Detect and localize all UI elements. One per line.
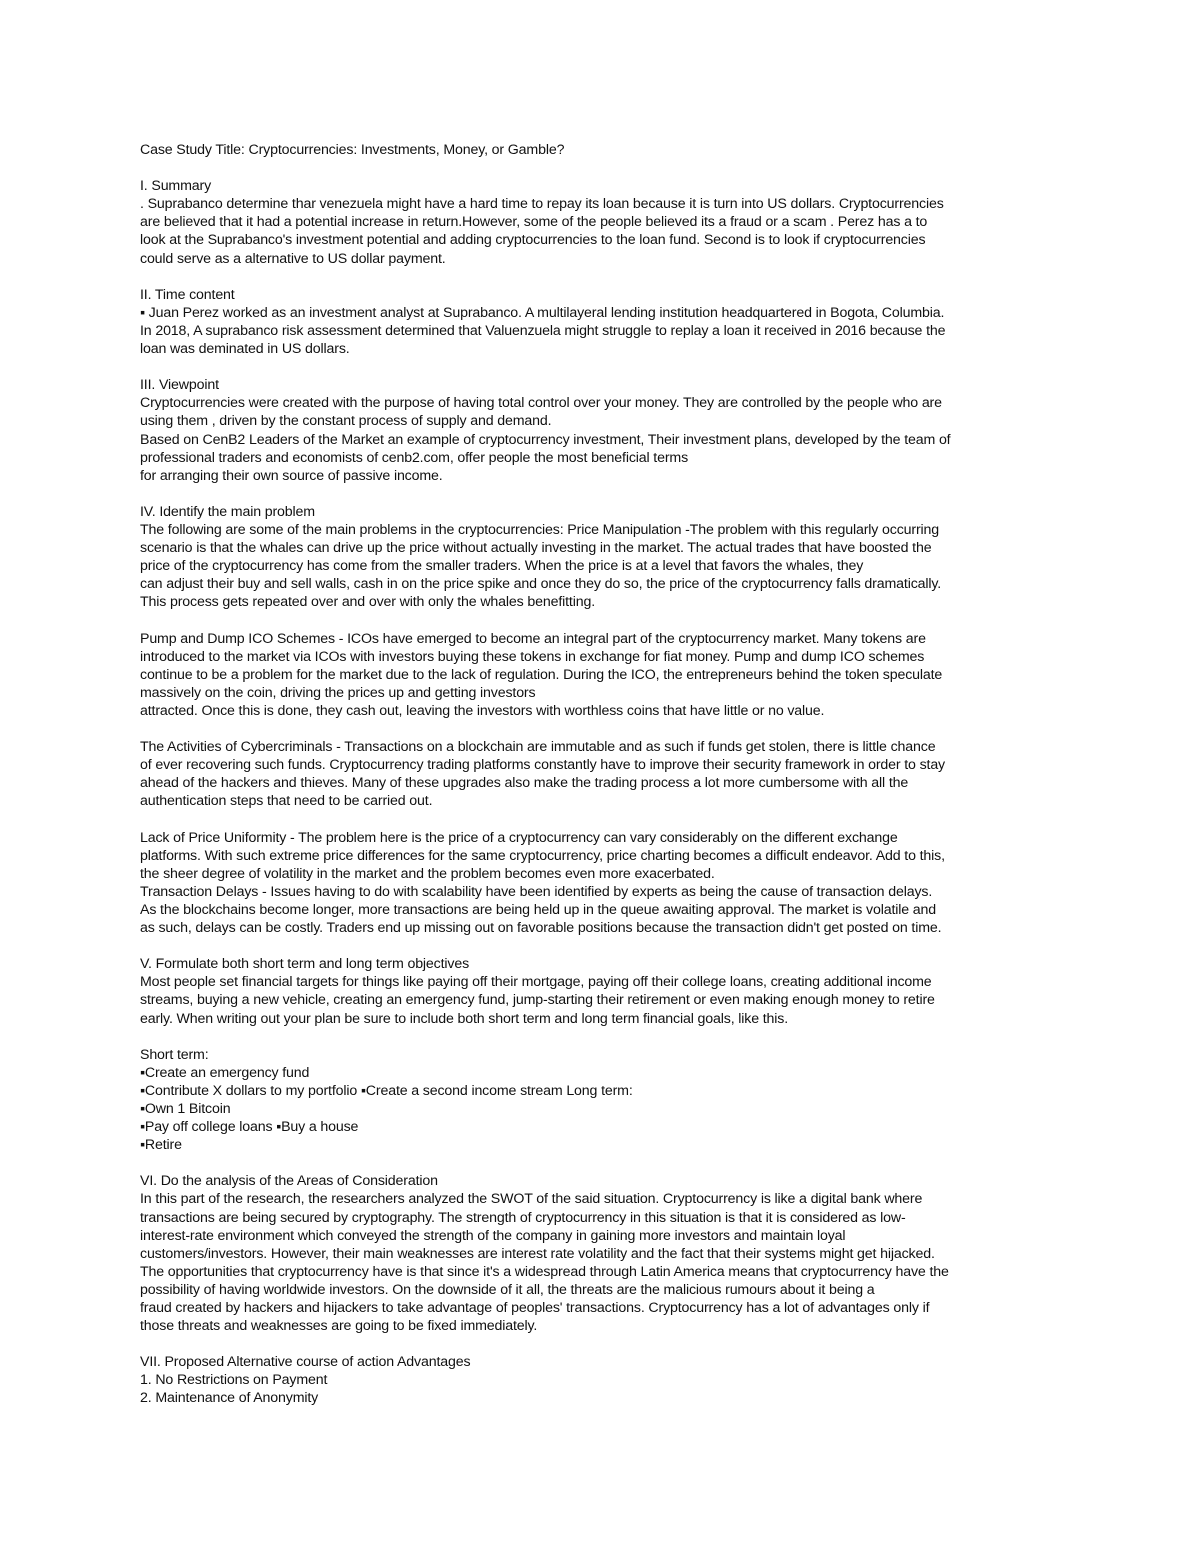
goals-list-item: ▪Own 1 Bitcoin xyxy=(140,1100,231,1117)
analysis-line: The opportunities that cryptocurrency have is that since it's a widespread through Latin America means that cryptocurrency have the xyxy=(140,1263,949,1280)
time-content-line: In 2018, A suprabanco risk assessment determined that Valuenzuela might struggle to replay a loan it received in 2016 because the xyxy=(140,322,946,339)
problem-line: the sheer degree of volatility in the market and the problem becomes even more exacerbated. xyxy=(140,865,715,882)
time-content-line: loan was deminated in US dollars. xyxy=(140,341,350,358)
problem-line: Lack of Price Uniformity - The problem here is the price of a cryptocurrency can vary considerably on the different exchange xyxy=(140,829,898,846)
section-heading-summary: I. Summary xyxy=(140,178,212,195)
problem-line: of ever recovering such funds. Cryptocurrency trading platforms constantly have to improve their security framework in order to stay xyxy=(140,757,946,774)
analysis-line: customers/investors. However, their main weaknesses are interest rate volatility and the fact that their systems might get hijacked. xyxy=(140,1245,935,1262)
section-heading-objectives: V. Formulate both short term and long term objectives xyxy=(140,956,470,973)
advantage-item: 2. Maintenance of Anonymity xyxy=(140,1390,319,1407)
objectives-line: Most people set financial targets for things like paying off their mortgage, paying off their college loans, creating additional income xyxy=(140,974,932,991)
viewpoint-line: Based on CenB2 Leaders of the Market an example of cryptocurrency investment, Their investment plans, developed by the team of xyxy=(140,431,951,448)
problem-line: Transaction Delays - Issues having to do with scalability have been identified by experts as being the cause of transaction delays. xyxy=(140,883,933,900)
problem-line: massively on the coin, driving the prices up and getting investors xyxy=(140,684,536,701)
problem-line: continue to be a problem for the market due to the lack of regulation. During the ICO, the entrepreneurs behind the token speculate xyxy=(140,666,943,683)
analysis-line: fraud created by hackers and hijackers to take advantage of peoples' transactions. Cryptocurrency has a lot of advantages only if xyxy=(140,1300,930,1316)
objectives-line: streams, buying a new vehicle, creating an emergency fund, jump-starting their retirement or even making enough money to retire xyxy=(140,992,935,1009)
advantage-item: 1. No Restrictions on Payment xyxy=(140,1372,328,1389)
analysis-line: In this part of the research, the researchers analyzed the SWOT of the said situation. Cryptocurrency is like a digital bank where xyxy=(140,1191,923,1208)
viewpoint-line: for arranging their own source of passive income. xyxy=(140,467,443,484)
summary-line: look at the Suprabanco's investment potential and adding cryptocurrencies to the loan fund. Second is to look if cryptocurrencies xyxy=(140,232,926,249)
problem-line: scenario is that the whales can drive up the price without actually investing in the market. The actual trades that have boosted the xyxy=(140,540,932,557)
problem-line: The following are some of the main problems in the cryptocurrencies: Price Manipulation -The problem with this regularly occurring xyxy=(140,521,940,538)
problem-line: authentication steps that need to be carried out. xyxy=(140,793,433,810)
goals-list-item: ▪Pay off college loans ▪Buy a house xyxy=(140,1119,359,1136)
section-heading-main-problem: IV. Identify the main problem xyxy=(140,503,315,520)
goals-list-item: ▪Contribute X dollars to my portfolio ▪Create a second income stream Long term: xyxy=(140,1082,633,1099)
document-body xyxy=(140,141,1065,1408)
viewpoint-line: Cryptocurrencies were created with the purpose of having total control over your money. They are controlled by the people who are xyxy=(140,395,942,412)
problem-line: ahead of the hackers and thieves. Many of these upgrades also make the trading process a lot more cumbersome with all the xyxy=(140,775,909,792)
goals-list-item: ▪Create an emergency fund xyxy=(140,1064,310,1081)
time-content-line: ▪ Juan Perez worked as an investment analyst at Suprabanco. A multilayeral lending institution headquartered in Bogota, Columbia. xyxy=(140,304,945,321)
problem-line: platforms. With such extreme price differences for the same cryptocurrency, price charting becomes a difficult endeavor. Add to this, xyxy=(140,847,945,864)
summary-line: . Suprabanco determine thar venezuela might have a hard time to repay its loan because it is turn into US dollars. Cryptocurrencies xyxy=(140,196,944,213)
goals-list-item: ▪Retire xyxy=(140,1137,182,1154)
summary-line: are believed that it had a potential increase in return.However, some of the people believed its a fraud or a scam . Perez has a to xyxy=(140,214,928,231)
summary-line: could serve as a alternative to US dollar payment. xyxy=(140,250,446,267)
section-heading-proposed-alternative: VII. Proposed Alternative course of action Advantages xyxy=(140,1354,471,1371)
problem-line: can adjust their buy and sell walls, cash in on the price spike and once they do so, the price of the cryptocurrency falls dramatically. xyxy=(140,576,942,593)
case-study-title: Case Study Title: Cryptocurrencies: Investments, Money, or Gamble? xyxy=(140,142,565,158)
viewpoint-line: using them , driven by the constant process of supply and demand. xyxy=(140,413,552,430)
problem-line: price of the cryptocurrency has come from the smaller traders. When the price is at a level that favors the whales, they xyxy=(140,558,864,575)
problem-line: attracted. Once this is done, they cash out, leaving the investors with worthless coins that have little or no value. xyxy=(140,702,825,719)
objectives-line: early. When writing out your plan be sure to include both short term and long term financial goals, like this. xyxy=(140,1010,789,1027)
problem-line: Pump and Dump ICO Schemes - ICOs have emerged to become an integral part of the cryptocurrency market. Many tokens are xyxy=(140,630,926,647)
section-heading-time-content: II. Time content xyxy=(140,286,235,303)
problem-line: This process gets repeated over and over with only the whales benefitting. xyxy=(140,594,595,611)
problem-line: The Activities of Cybercriminals - Transactions on a blockchain are immutable and as such if funds get stolen, there is little chance xyxy=(140,739,936,756)
goals-list-item: Short term: xyxy=(140,1046,209,1063)
problem-line: As the blockchains become longer, more transactions are being held up in the queue awaiting approval. The market is volatile and xyxy=(140,901,937,918)
viewpoint-line: professional traders and economists of cenb2.com, offer people the most beneficial terms xyxy=(140,449,689,466)
section-heading-viewpoint: III. Viewpoint xyxy=(140,377,219,394)
analysis-line: interest-rate environment which conveyed the strength of the company in gaining more investors and maintain loyal xyxy=(140,1227,846,1244)
section-heading-areas-of-consideration: VI. Do the analysis of the Areas of Consideration xyxy=(140,1173,438,1190)
analysis-line: transactions are being secured by cryptography. The strength of cryptocurrency in this situation is that it is considered as low- xyxy=(140,1209,906,1226)
problem-line: introduced to the market via ICOs with investors buying these tokens in exchange for fiat money. Pump and dump ICO schemes xyxy=(140,648,925,665)
problem-line: as such, delays can be costly. Traders end up missing out on favorable positions because the transaction didn't get posted on time. xyxy=(140,920,942,937)
analysis-line: possibility of having worldwide investors. On the downside of it all, the threats are the malicious rumours about it being a xyxy=(140,1281,875,1298)
analysis-line: those threats and weaknesses are going to be fixed immediately. xyxy=(140,1318,538,1335)
